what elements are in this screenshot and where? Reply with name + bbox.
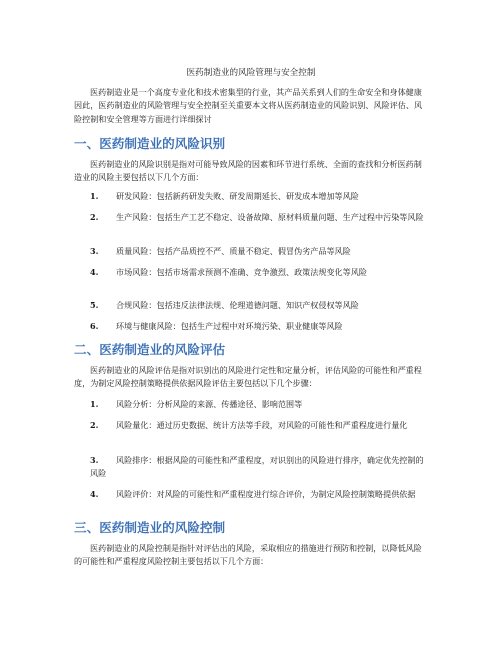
- list-item: 1. 风险分析：分析风险的来源、传播途径、影响范围等: [90, 399, 303, 409]
- section2-heading: 二、医药制造业的风险评估: [74, 342, 226, 357]
- list-item: 5. 合规风险：包括违反法律法规、伦理道德问题、知识产权侵权等风险: [90, 300, 359, 310]
- section2-lead: 医药制造业的风险评估是指对识别出的风险进行定性和定量分析，评估风险的可能性和严重程度，为制定风险控制策略提供依据风险评估主要包括以下几个步骤：: [74, 365, 422, 389]
- list-item: 4. 风险评价：对风险的可能性和严重程度进行综合评价，为制定风险控制策略提供依据: [90, 489, 416, 499]
- list-item: 2. 生产风险：包括生产工艺不稳定、设备故障、原材料质量问题、生产过程中污染等风险: [90, 212, 424, 222]
- list-item: 3. 风险排序：根据风险的可能性和严重程度，对识别出的风险进行排序，确定优先控制的风险: [90, 455, 424, 479]
- section1-heading: 一、医药制造业的风险识别: [74, 136, 226, 151]
- list-item: 6. 环境与健康风险：包括生产过程中对环境污染、职业健康等风险: [90, 321, 343, 331]
- list-item: 2. 风险量化：通过历史数据、统计方法等手段，对风险的可能性和严重程度进行量化: [90, 420, 408, 430]
- document-title: 医药制造业的风险管理与安全控制: [186, 68, 316, 78]
- section3-lead: 医药制造业的风险控制是指针对评估出的风险，采取相应的措施进行预防和控制，以降低风险的可能性和严重程度风险控制主要包括以下几个方面：: [74, 543, 422, 567]
- section1-lead: 医药制造业的风险识别是指对可能导致风险的因素和环节进行系统、全面的查找和分析医药制造业的风险主要包括以下几个方面：: [74, 159, 422, 183]
- section3-heading: 三、医药制造业的风险控制: [74, 520, 226, 535]
- list-item: 1. 研发风险：包括新药研发失败、研发周期延长、研发成本增加等风险: [90, 191, 359, 201]
- intro-paragraph: 医药制造业是一个高度专业化和技术密集型的行业，其产品关系到人们的生命安全和身体健康因此，医药制造业的风险管理与安全控制至关重要本文将从医药制造业的风险识别、风险评估、风险控制和安全管理等方面进行详细探讨: [74, 87, 423, 124]
- list-item: 3. 质量风险：包括产品质控不严、质量不稳定、假冒伪劣产品等风险: [90, 246, 351, 256]
- list-item: 4. 市场风险：包括市场需求预测不准确、竞争激烈、政策法规变化等风险: [90, 267, 367, 277]
